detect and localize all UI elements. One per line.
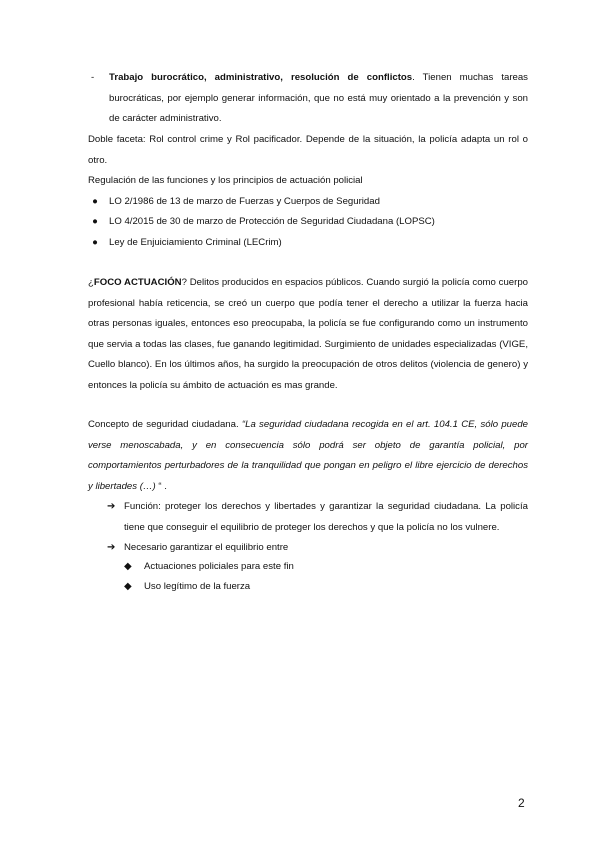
foco-prefix: ¿ [88, 277, 94, 288]
list-item-text: Necesario garantizar el equilibrio entre [124, 542, 289, 553]
list-item-funcion [107, 497, 528, 538]
page-number: 2 [518, 796, 525, 810]
bold-lead: Trabajo burocrático, administrativo, resolución de conflictos [109, 72, 413, 83]
list-item-rest: . Tienen muchas tareas burocráticas, por ejemplo generar información, que no está muy orientado a la prevención y son de carácter administrativo. [109, 72, 528, 124]
diamond-icon: ◆ [124, 561, 132, 572]
foco-heading: FOCO ACTUACIÓN [93, 277, 182, 288]
list-item-trabajo-burocratico [91, 68, 528, 130]
doble-faceta-paragraph: Doble faceta: Rol control crime y Rol pacificador. Depende de la situación, la policía adapta un rol o otro. [88, 134, 528, 166]
regulacion-heading: Regulación de las funciones y los principios de actuación policial [88, 175, 363, 186]
list-item-text: Función: proteger los derechos y libertades y garantizar la seguridad ciudadana. La policía tiene que conseguir el equilibrio de proteger los derechos y que la policía no los vulnere. [124, 501, 528, 533]
concepto-quote: “La seguridad ciudadana recogida en el art. 104.1 CE, sólo puede verse menoscabada, y en consecuencia sólo podrá ser objeto de garantía policial, por comportamientos perturbadores de la tranquilidad que pongan en peligro el libre ejercicio de derechos y libertades (…) [88, 419, 529, 492]
list-item-uso-fuerza [124, 577, 250, 597]
concepto-lead: Concepto de seguridad ciudadana. [88, 419, 242, 430]
diamond-icon: ◆ [124, 581, 132, 592]
concepto-paragraph [88, 415, 528, 497]
bullet-icon: ● [92, 196, 98, 207]
bullet-icon: ● [92, 237, 98, 248]
foco-text: ? Delitos producidos en espacios públicos. Cuando surgió la policía como cuerpo profesional había reticencia, se creó un cuerpo que podía tener el derecho a utilizar la fuerza hacia otras personas iguales, entonces eso preocupaba, la policía se fue configurando como un instrumento que servia a todas las clases, fue ganando legitimidad. Surgimiento de unidades especializadas (VIGE, Cuello blanco). En los últimos años, ha surgido la preocupación de otros delitos (violencia de genero) y entonces la policía su ámbito de actuación es mas grande. [88, 277, 528, 391]
list-item-text: Uso legítimo de la fuerza [144, 581, 251, 592]
list-item-text: Actuaciones policiales para este fin [144, 561, 294, 572]
dash-marker: - [91, 72, 95, 83]
concepto-tail: “ . [155, 480, 167, 492]
list-item-text: LO 4/2015 de 30 de marzo de Protección de Seguridad Ciudadana (LOPSC) [109, 216, 435, 227]
list-item-equilibrio [107, 538, 528, 559]
arrow-right-icon: ➔ [107, 501, 116, 512]
foco-actuacion-paragraph [88, 273, 528, 396]
list-item-text [109, 68, 528, 130]
bullet-icon: ● [92, 216, 98, 227]
list-item-text: LO 2/1986 de 13 de marzo de Fuerzas y Cuerpos de Seguridad [109, 196, 380, 207]
arrow-right-icon: ➔ [107, 542, 116, 553]
list-item-text: Ley de Enjuiciamiento Criminal (LECrim) [109, 237, 282, 248]
list-item-actuaciones [124, 557, 294, 577]
